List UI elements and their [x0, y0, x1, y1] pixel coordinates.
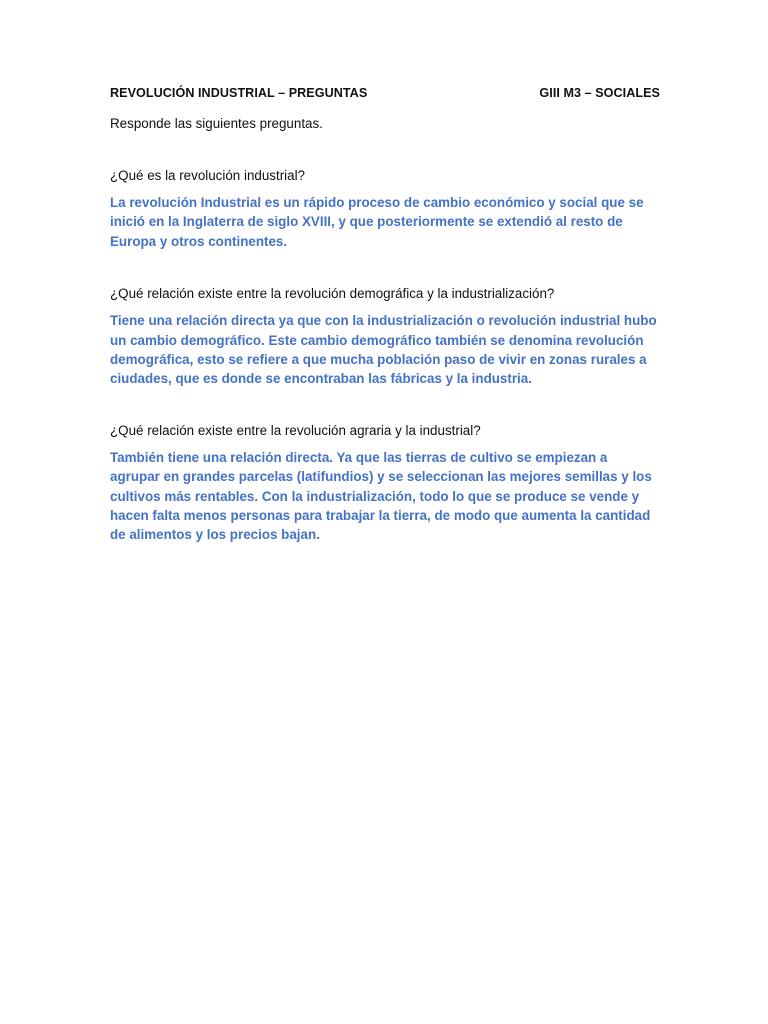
question-text: ¿Qué es la revolución industrial?	[110, 168, 306, 183]
answer-text: También tiene una relación directa. Ya que las tierras de cultivo se empiezan a agrupar en grandes parcelas (latifundios) y se seleccionan las mejores semillas y los cultivos más rentables. Con la industrialización, todo lo que se produce se vende y hacen falta menos personas para trabajar la tierra, de modo que aumenta la cantidad de alimentos y los precios bajan.	[110, 449, 652, 543]
question-block-1	[110, 167, 660, 251]
question-block-2	[110, 285, 660, 389]
document-header	[110, 86, 660, 104]
answer-text: La revolución Industrial es un rápido proceso de cambio económico y social que se inició en la Inglaterra de siglo XVIII, y que posteriormente se extendió al resto de Europa y otros continentes.	[110, 195, 644, 249]
answer-text: Tiene una relación directa ya que con la industrialización o revolución industrial hubo un cambio demográfico. Este cambio demográfico también se denomina revolución demográfica, esto se refiere a que mucha población paso de vivir en zonas rurales a ciudades, que es donde se encontraban las fábricas y la industria.	[110, 313, 657, 387]
question-text: ¿Qué relación existe entre la revolución demográfica y la industrialización?	[110, 286, 555, 302]
question-text: ¿Qué relación existe entre la revolución agraria y la industrial?	[110, 422, 481, 438]
course-label: GIII M3 – SOCIALES	[539, 86, 660, 100]
question-block-3	[110, 422, 660, 545]
document-content	[110, 86, 660, 545]
instructions-text: Responde las siguientes preguntas.	[110, 116, 323, 131]
document-title: REVOLUCIÓN INDUSTRIAL – PREGUNTAS	[110, 86, 368, 100]
